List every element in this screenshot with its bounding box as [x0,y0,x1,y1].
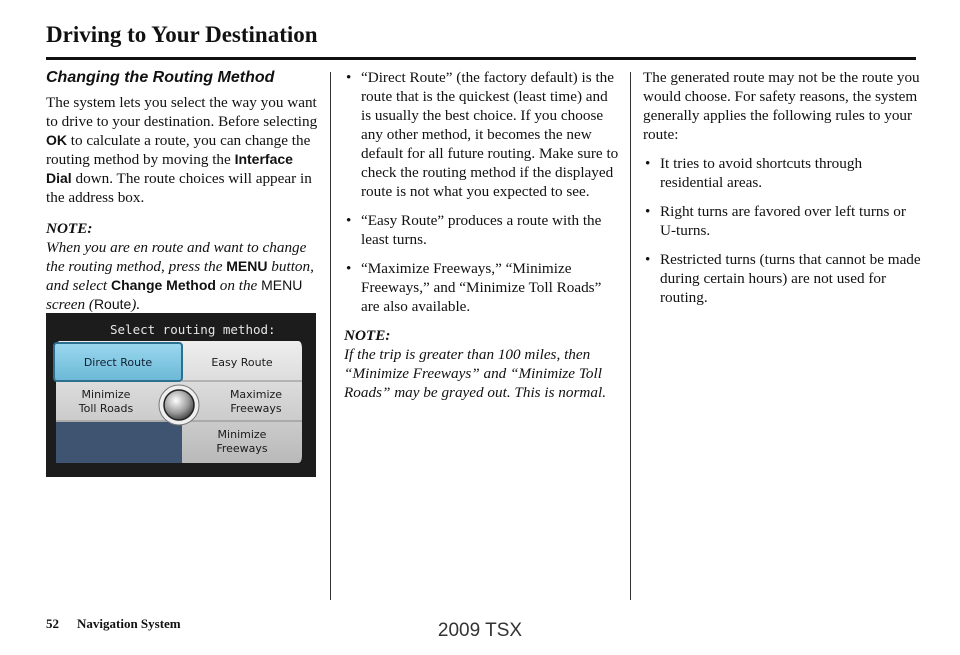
note1-text-1: When you are en route and want to change the routing method, press the [46,239,307,275]
rules-intro: The generated route may not be the route you would choose. For safety reasons, the system generally applies the following rules to your route: [643,69,920,143]
column-3 [643,68,921,317]
list-item: • Restricted turns (turns that cannot be made during certain hours) are not used for routing. [643,250,921,307]
minimize-toll-label-1[interactable]: Minimize [81,388,131,401]
page-title: Driving to Your Destination [46,22,318,47]
note1-text-5: ). [131,296,141,313]
maximize-freeways-label-1[interactable]: Maximize [229,388,283,401]
minimize-freeways-label-2[interactable]: Freeways [216,442,268,455]
easy-route-label[interactable]: Easy Route [211,356,273,369]
screen-header: Select routing method: [110,322,276,337]
note1-text-3: on the [215,277,262,294]
intro-paragraph [46,93,318,207]
section-heading: Changing the Routing Method [46,69,275,86]
maximize-freeways-label-2[interactable]: Freeways [230,402,282,415]
list-item: • “Easy Route” produces a route with the least turns. [344,211,620,249]
title-rule [46,57,916,60]
intro-text-1: The system lets you select the way you want to drive to your destination. Before selecting [46,94,318,130]
column-2 [344,68,620,402]
interface-dial-icon [164,390,194,420]
list-item: • It tries to avoid shortcuts through residential areas. [643,154,921,192]
note-heading-1: NOTE: [46,220,93,237]
list-item: • Right turns are favored over left turns or U-turns. [643,202,921,240]
intro-text-3: down. The route choices will appear in the address box. [46,170,312,206]
screen-graphic [46,313,316,477]
minimize-freeways-label-1[interactable]: Minimize [217,428,267,441]
change-method-label: Change Method [110,277,216,293]
note-heading-2: NOTE: [344,327,391,344]
note1-text-4: screen ( [46,296,94,313]
direct-route-label: Direct Route [83,356,153,369]
ok-label: OK [46,132,67,148]
column-divider-1 [330,72,331,600]
list-item: • “Direct Route” (the factory default) is the route that is the quickest (least time) and is usually the best choice. If you choose any other method, it becomes the new default for all future routing. Make sure to check the routing method if the displayed route is not what you expected to see. [344,68,620,201]
interface-dial-label: Interface Dial [46,151,293,186]
menu-button-label: MENU [226,258,268,274]
list-item: • “Maximize Freeways,” “Minimize Freeways,” and “Minimize Toll Roads” are also available. [344,259,620,316]
page-number: 52 [46,616,59,631]
note-text-1 [46,238,318,314]
minimize-toll-label-2[interactable]: Toll Roads [78,402,134,415]
note-text-2: If the trip is greater than 100 miles, then “Minimize Freeways” and “Minimize Toll Roads” may be grayed out. This is normal. [344,346,606,401]
footer-system-name: Navigation System [77,616,181,631]
column-divider-2 [630,72,631,600]
routing-method-screenshot [46,313,316,477]
footer-watermark: 2009 TSX [437,620,523,641]
intro-text-2: to calculate a route, you can change the routing method by moving the [46,132,311,168]
column-1 [46,68,318,314]
menu-screen-label: MENU [261,277,303,293]
route-options-list [344,68,620,316]
route-label: Route [93,296,132,312]
note1-text-2: button, and select [46,258,314,294]
route-rules-list [643,154,921,307]
